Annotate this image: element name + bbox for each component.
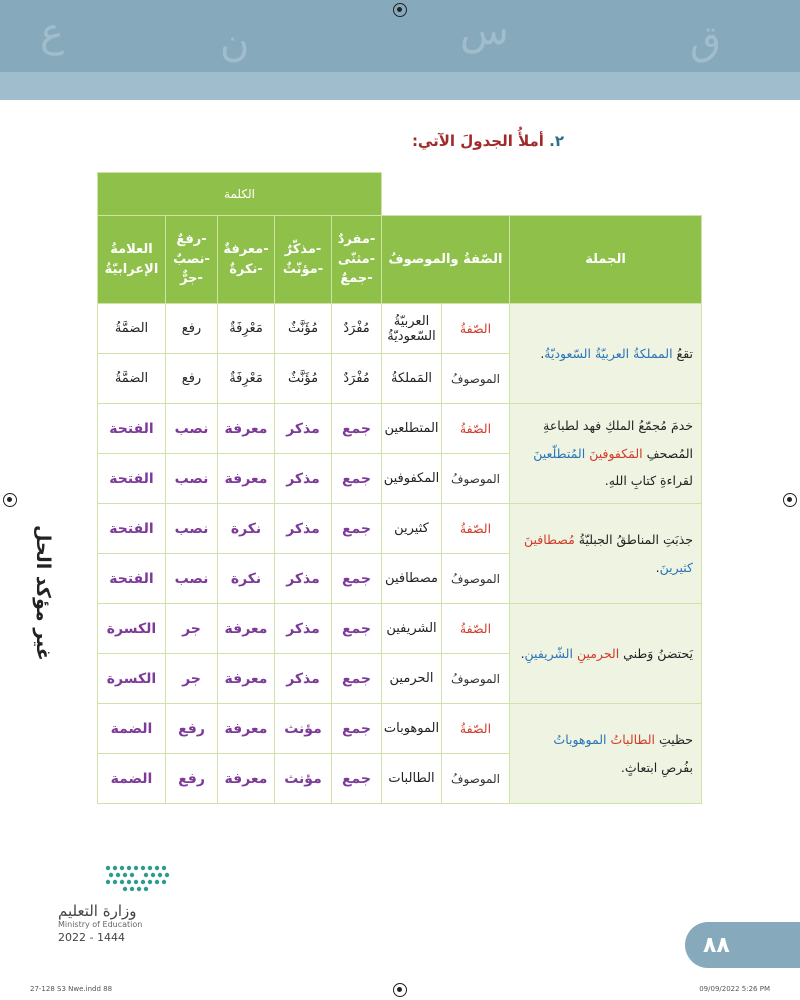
case-cell: نصب: [166, 404, 218, 454]
sentence-fragment: الحرمينِ: [572, 645, 620, 661]
table-row: [98, 304, 702, 354]
gender-cell: مؤنث: [275, 754, 332, 804]
sign-cell: الضمَّةُ: [98, 304, 166, 354]
edition-year: 2022 - 1444: [58, 931, 125, 944]
word-cell: الشريفين: [382, 604, 442, 654]
gender-cell: مذكر: [275, 404, 332, 454]
sentence-fragment: .: [655, 559, 660, 575]
sentence-fragment: خدمَ مُجمّعُ الملكِ فهد لطباعةِ المُصحفِ: [543, 418, 693, 461]
word-cell: الطالبات: [382, 754, 442, 804]
table-row: [98, 504, 702, 554]
number-cell: جمع: [332, 604, 382, 654]
number-cell: جمع: [332, 504, 382, 554]
definiteness-cell: نكرة: [218, 554, 275, 604]
header-sign: العلامةُ الإعرابيّةُ: [98, 216, 166, 304]
registration-mark-icon: [393, 983, 407, 997]
adjective-label: الصّفةُ: [442, 604, 510, 654]
sentence-fragment: كثيرينَ: [659, 559, 693, 575]
group-header-word: الكلمة: [98, 173, 382, 216]
definiteness-cell: معرفة: [218, 404, 275, 454]
adjective-label: الصّفةُ: [442, 404, 510, 454]
file-info: 27-128 S3 Nwe.indd 88: [30, 985, 113, 993]
number-cell: جمع: [332, 454, 382, 504]
definiteness-cell: معرفة: [218, 754, 275, 804]
noun-label: الموصوفُ: [442, 354, 510, 404]
sentence-fragment: الشّريفينِ: [524, 645, 573, 661]
definiteness-cell: معرفة: [218, 654, 275, 704]
number-cell: جمع: [332, 554, 382, 604]
case-cell: رفع: [166, 354, 218, 404]
sign-cell: الفتحة: [98, 404, 166, 454]
case-cell: رفع: [166, 304, 218, 354]
number-cell: جمع: [332, 754, 382, 804]
sentence-fragment: .: [540, 345, 545, 361]
sentence-fragment: المُتطلّعينَ: [533, 445, 586, 461]
sign-cell: الضمة: [98, 704, 166, 754]
sentence-fragment: لقراءةِ كتابِ اللهِ.: [604, 473, 693, 489]
adjective-label: الصّفةُ: [442, 704, 510, 754]
gender-cell: مذكر: [275, 554, 332, 604]
word-cell: الحرمين: [382, 654, 442, 704]
table-row: [98, 704, 702, 754]
definiteness-cell: معرفة: [218, 704, 275, 754]
sign-cell: الفتحة: [98, 454, 166, 504]
sentence-cell: [510, 404, 702, 504]
registration-mark-icon: [3, 493, 17, 507]
word-cell: العربيّةُ السّعوديّةُ: [382, 304, 442, 354]
number-cell: مُفْرَدٌ: [332, 354, 382, 404]
sentence-fragment: بفُرصِ ابتعاثٍ.: [620, 759, 693, 775]
sentence-fragment: مُصطافينَ: [523, 532, 575, 547]
case-cell: رفع: [166, 754, 218, 804]
ministry-logo-icon: [100, 862, 176, 896]
word-cell: المكفوفين: [382, 454, 442, 504]
sentence-fragment: الطالباتُ: [606, 732, 655, 747]
header-sentence: الجملة: [510, 216, 702, 304]
word-cell: كثيرين: [382, 504, 442, 554]
case-cell: نصب: [166, 504, 218, 554]
registration-mark-icon: [393, 3, 407, 17]
noun-label: الموصوفُ: [442, 454, 510, 504]
sentence-fragment: المَكفوفينَ: [585, 445, 643, 461]
calligraphy-decoration: ع: [40, 10, 64, 56]
sentence-fragment: جذبَتِ المناطقُ الجبليّةُ: [574, 532, 693, 547]
sign-cell: الكسرة: [98, 604, 166, 654]
sentence-fragment: المملكةُ العربيّةُ السّعوديّةُ: [544, 345, 673, 361]
definiteness-cell: مَعْرِفَةٌ: [218, 304, 275, 354]
adjective-label: الصّفةُ: [442, 504, 510, 554]
word-cell: المتطلعين: [382, 404, 442, 454]
sentence-cell: [510, 704, 702, 804]
gender-cell: مُؤَنَّثٌ: [275, 304, 332, 354]
registration-mark-icon: [783, 493, 797, 507]
sign-cell: الكسرة: [98, 654, 166, 704]
header-number: -مفردٌ -مثنّى -جمعٌ: [332, 216, 382, 304]
gender-cell: مذكر: [275, 654, 332, 704]
word-cell: مصطافين: [382, 554, 442, 604]
header-case: -رفعٌ -نصبٌ -جرٌّ: [166, 216, 218, 304]
sentence-cell: [510, 604, 702, 704]
header-gender: -مذكّرٌ -مؤنّثٌ: [275, 216, 332, 304]
sentence-fragment: تقعُ: [672, 345, 693, 361]
definiteness-cell: مَعْرِفَةٌ: [218, 354, 275, 404]
gender-cell: مُؤَنَّثٌ: [275, 354, 332, 404]
noun-label: الموصوفُ: [442, 554, 510, 604]
header-definiteness: -معرفةٌ -نكرةٌ: [218, 216, 275, 304]
ministry-name-arabic: وزارة التعليم: [58, 902, 137, 920]
exercise-instruction: [412, 132, 564, 150]
sentence-fragment: حظيتِ: [654, 732, 693, 747]
sentence-fragment: .: [520, 645, 525, 661]
definiteness-cell: معرفة: [218, 454, 275, 504]
sentence-fragment: الموهوباتُ: [553, 732, 607, 747]
sentence-cell: [510, 304, 702, 404]
gender-cell: مذكر: [275, 604, 332, 654]
case-cell: رفع: [166, 704, 218, 754]
word-cell: المَملكةُ: [382, 354, 442, 404]
adjective-label: الصّفةُ: [442, 304, 510, 354]
case-cell: جر: [166, 654, 218, 704]
number-cell: مُفْرَدٌ: [332, 304, 382, 354]
print-date: 09/09/2022 5:26 PM: [699, 985, 770, 993]
case-cell: نصب: [166, 454, 218, 504]
calligraphy-decoration: ن: [220, 20, 250, 66]
table-row: [98, 604, 702, 654]
exercise-number: ٢.: [549, 132, 564, 150]
case-cell: نصب: [166, 554, 218, 604]
exercise-text: أملأُ الجدولَ الآتي:: [411, 132, 544, 150]
sentence-fragment: يَحتضنُ وَطني: [619, 645, 693, 661]
header-adjective-noun: الصّفةُ والموصوفُ: [382, 216, 510, 304]
sign-cell: الفتحة: [98, 504, 166, 554]
sign-cell: الفتحة: [98, 554, 166, 604]
number-cell: جمع: [332, 654, 382, 704]
noun-label: الموصوفُ: [442, 754, 510, 804]
sign-cell: الضمَّةُ: [98, 354, 166, 404]
number-cell: جمع: [332, 704, 382, 754]
ministry-logo-block: [58, 862, 218, 944]
word-cell: الموهوبات: [382, 704, 442, 754]
table-row: [98, 404, 702, 454]
sign-cell: الضمة: [98, 754, 166, 804]
number-cell: جمع: [332, 404, 382, 454]
case-cell: جر: [166, 604, 218, 654]
gender-cell: مذكر: [275, 504, 332, 554]
calligraphy-decoration: ق: [690, 18, 722, 64]
sentence-cell: [510, 504, 702, 604]
page-number: ٨٨: [685, 922, 800, 968]
gender-cell: مذكر: [275, 454, 332, 504]
calligraphy-decoration: س: [460, 8, 509, 54]
side-note: غير مؤكد الحل: [32, 525, 54, 661]
definiteness-cell: معرفة: [218, 604, 275, 654]
gender-cell: مؤنث: [275, 704, 332, 754]
noun-label: الموصوفُ: [442, 654, 510, 704]
definiteness-cell: نكرة: [218, 504, 275, 554]
adjective-table: [97, 172, 702, 804]
ministry-name-english: Ministry of Education: [58, 920, 143, 929]
